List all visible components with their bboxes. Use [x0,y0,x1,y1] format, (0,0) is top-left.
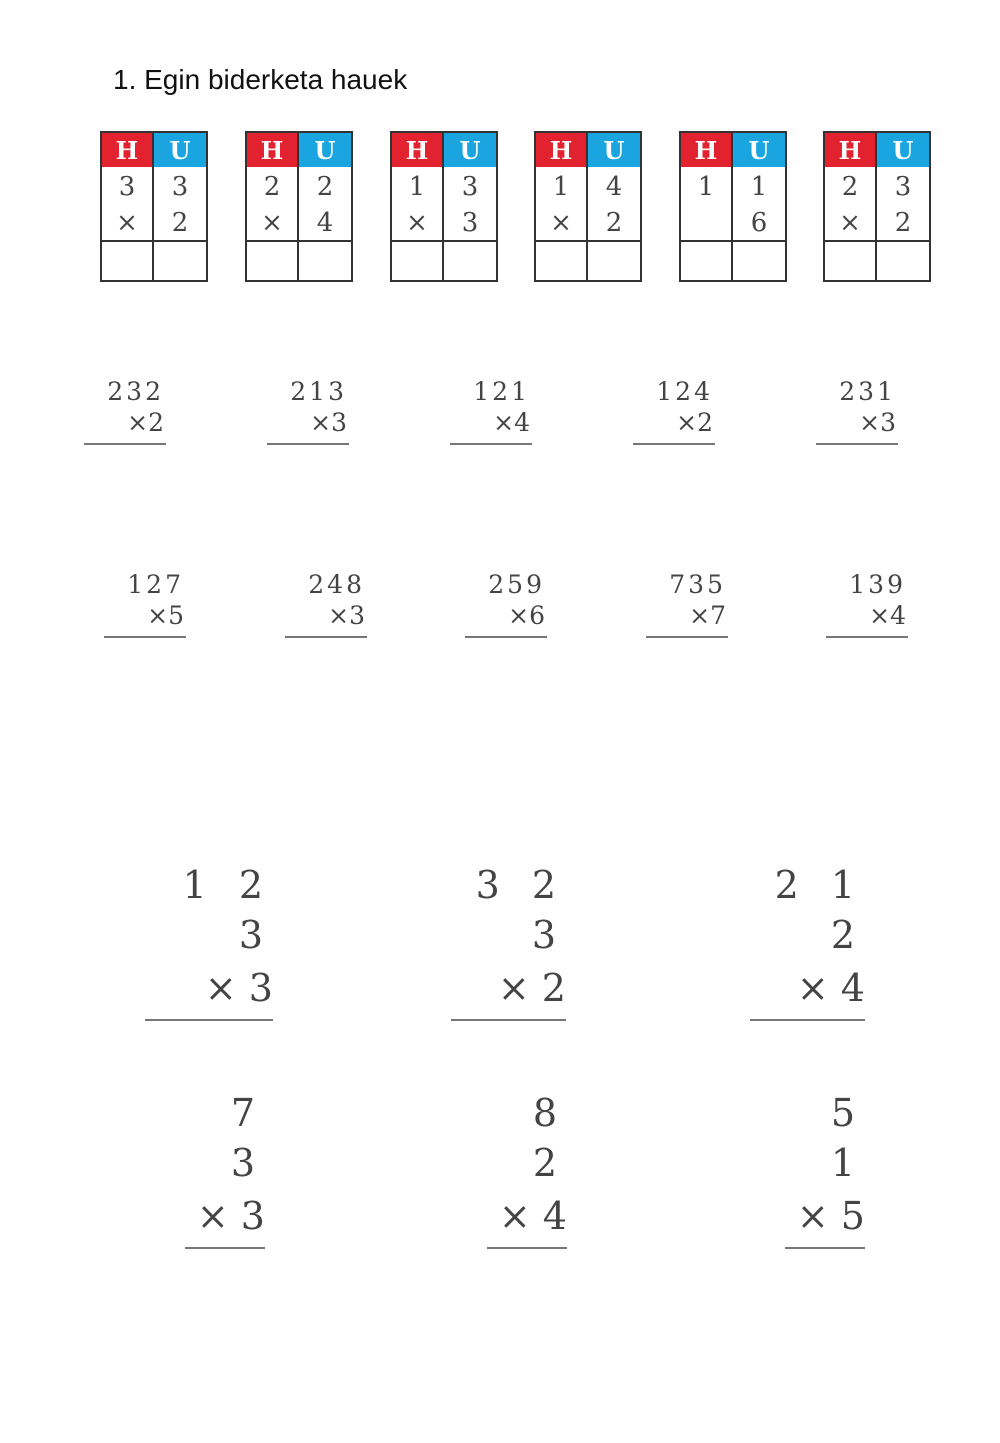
multiplication-problem [816,377,898,445]
answer-line[interactable] [633,443,715,445]
multiplier-cell: 2 [877,206,929,242]
multiplier-cell: 3 [444,206,496,242]
multiplication-problem [750,860,865,1021]
multiplier: ×3 [859,408,896,437]
answer-line[interactable] [826,636,908,638]
multiplication-problem [145,860,273,1021]
multiplicand: 259 [488,570,545,599]
multiplier: × 3 [196,1194,265,1238]
answer-line[interactable] [646,636,728,638]
header-h: H [392,133,444,167]
header-u: U [877,133,929,167]
multiplier-cell: 4 [299,206,351,242]
header-u: U [588,133,640,167]
multiplier: ×2 [127,408,164,437]
multiplier: ×6 [508,601,545,630]
answer-hundreds-blank[interactable] [247,242,299,280]
units-digit: 3 [171,171,189,202]
answer-line[interactable] [185,1247,265,1249]
header-u: U [733,133,785,167]
answer-line[interactable] [750,1019,865,1021]
multiplicand: 3 2 3 [475,863,566,957]
hundreds-digit: 1 [536,167,588,206]
answer-line[interactable] [267,443,349,445]
multiplicand: 7 3 [230,1091,265,1185]
multiplication-problem [451,860,566,1021]
multiplication-problem [465,570,547,638]
multiplier: ×7 [689,601,726,630]
multiplier: × 4 [498,1194,567,1238]
multiplication-problem [785,1088,865,1249]
multiplier: ×3 [310,408,347,437]
answer-hundreds-blank[interactable] [392,242,444,280]
multiplicand: 139 [849,570,906,599]
hundreds-digit: 2 [247,167,299,206]
answer-line[interactable] [465,636,547,638]
answer-units-blank[interactable] [444,242,496,280]
multiplier: ×2 [676,408,713,437]
units-digit: 3 [461,171,479,202]
multiplicand: 1 2 3 [182,863,273,957]
multiplication-problem [633,377,715,445]
answer-line[interactable] [145,1019,273,1021]
hu-table [534,131,642,282]
multiplicand: 2 1 2 [774,863,865,957]
answer-line[interactable] [451,1019,566,1021]
multiplier: × 5 [796,1194,865,1238]
answer-units-blank[interactable] [877,242,929,280]
operator-cell: × [392,206,444,242]
multiplicand: 213 [290,377,347,406]
header-u: U [444,133,496,167]
answer-units-blank[interactable] [733,242,785,280]
hu-table [823,131,931,282]
operator-cell: × [102,206,154,242]
header-u: U [299,133,351,167]
multiplication-problem [487,1088,567,1249]
answer-hundreds-blank[interactable] [681,242,733,280]
answer-hundreds-blank[interactable] [825,242,877,280]
hu-table [679,131,787,282]
hundreds-digit: 2 [825,167,877,206]
hundreds-digit: 3 [102,167,154,206]
header-h: H [825,133,877,167]
answer-line[interactable] [84,443,166,445]
multiplier: × 2 [497,966,566,1010]
answer-line[interactable] [450,443,532,445]
multiplication-problem [285,570,367,638]
hundreds-digit: 1 [681,167,733,206]
units-digit: 1 [750,171,768,202]
header-u: U [154,133,206,167]
hu-table [245,131,353,282]
multiplier: × 3 [204,966,273,1010]
multiplier: ×5 [147,601,184,630]
multiplier-cell: 2 [588,206,640,242]
multiplier: ×4 [493,408,530,437]
hu-table [100,131,208,282]
multiplication-problem [826,570,908,638]
multiplication-problem [646,570,728,638]
answer-line[interactable] [285,636,367,638]
multiplicand: 735 [669,570,726,599]
answer-line[interactable] [487,1247,567,1249]
answer-units-blank[interactable] [588,242,640,280]
multiplicand: 124 [656,377,713,406]
multiplier: ×4 [869,601,906,630]
answer-units-blank[interactable] [299,242,351,280]
header-h: H [536,133,588,167]
multiplier-cell: 6 [733,206,785,242]
hundreds-digit: 1 [392,167,444,206]
multiplicand: 8 2 [532,1091,567,1185]
multiplicand: 231 [839,377,896,406]
multiplication-problem [267,377,349,445]
hu-table [390,131,498,282]
multiplication-problem [84,377,166,445]
answer-line[interactable] [816,443,898,445]
multiplicand: 121 [473,377,530,406]
header-h: H [681,133,733,167]
header-h: H [102,133,154,167]
operator-cell: × [247,206,299,242]
page-title: 1. Egin biderketa hauek [113,64,408,95]
multiplicand: 127 [127,570,184,599]
multiplication-problem [104,570,186,638]
multiplication-problem [185,1088,265,1249]
operator-cell [681,206,733,242]
multiplier: ×3 [328,601,365,630]
answer-hundreds-blank[interactable] [102,242,154,280]
units-digit: 3 [894,171,912,202]
multiplication-problem [450,377,532,445]
header-h: H [247,133,299,167]
multiplicand: 248 [308,570,365,599]
answer-line[interactable] [785,1247,865,1249]
answer-units-blank[interactable] [154,242,206,280]
units-digit: 4 [605,171,623,202]
multiplier-cell: 2 [154,206,206,242]
multiplier: × 4 [796,966,865,1010]
multiplicand: 232 [107,377,164,406]
multiplicand: 5 1 [830,1091,865,1185]
answer-hundreds-blank[interactable] [536,242,588,280]
operator-cell: × [825,206,877,242]
answer-line[interactable] [104,636,186,638]
operator-cell: × [536,206,588,242]
units-digit: 2 [316,171,334,202]
